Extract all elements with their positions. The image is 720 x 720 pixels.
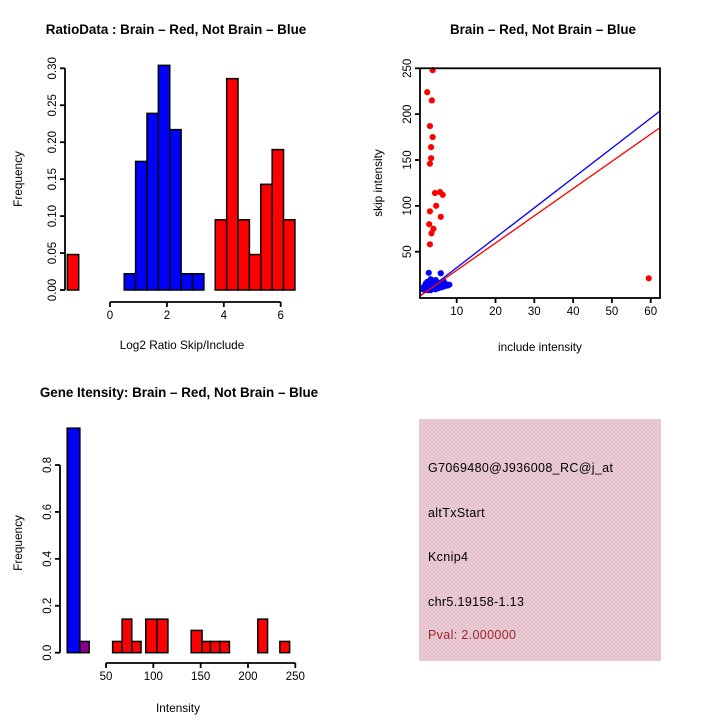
gene-name-text: Kcnip4 bbox=[428, 550, 469, 564]
hist-bar bbox=[210, 641, 219, 652]
x-axis-label: include intensity bbox=[498, 340, 582, 354]
x-tick-label: 150 bbox=[191, 671, 211, 683]
hist-bar bbox=[132, 641, 141, 652]
hist-bar bbox=[202, 641, 210, 652]
probe-id-text: G7069480@J936008_RC@j_at bbox=[428, 461, 614, 475]
panel-info bbox=[360, 360, 720, 720]
x-tick-label: 250 bbox=[285, 671, 305, 683]
hist-bar bbox=[170, 130, 181, 290]
y-tick-label: 0.6 bbox=[42, 503, 54, 520]
scatter-point bbox=[427, 208, 433, 214]
scatter-point bbox=[428, 230, 434, 236]
x-tick-label: 6 bbox=[277, 310, 284, 322]
hist-bar bbox=[67, 255, 78, 290]
hist-bar bbox=[124, 274, 135, 290]
x-tick-label: 4 bbox=[220, 310, 228, 322]
panel-intensity-scatter bbox=[360, 0, 720, 360]
hist-bar bbox=[113, 641, 122, 652]
chart-title: Gene Itensity: Brain – Red, Not Brain – Blue bbox=[39, 385, 319, 400]
scatter-point bbox=[424, 89, 430, 95]
scatter-point bbox=[446, 282, 452, 288]
x-tick-label: 30 bbox=[527, 306, 541, 318]
fit-line bbox=[420, 111, 660, 296]
hist-bar bbox=[272, 150, 283, 290]
hist-bar bbox=[227, 79, 238, 290]
y-tick-label: 0.2 bbox=[42, 597, 54, 614]
y-tick-label: 0.25 bbox=[47, 94, 59, 117]
plot-box bbox=[420, 68, 660, 298]
scatter-point bbox=[429, 97, 435, 103]
y-tick-label: 0.15 bbox=[47, 167, 59, 191]
hist-bar bbox=[258, 619, 268, 653]
hist-bar bbox=[146, 619, 157, 653]
y-tick-label: 0.00 bbox=[47, 278, 59, 302]
hist-bar bbox=[136, 161, 147, 290]
hist-bar bbox=[122, 619, 132, 653]
x-tick-label: 200 bbox=[238, 671, 258, 683]
x-tick-label: 50 bbox=[605, 306, 619, 318]
y-tick-label: 100 bbox=[402, 196, 414, 216]
hist-bar bbox=[215, 220, 226, 290]
panel-ratio-histogram bbox=[0, 0, 360, 360]
hist-bar bbox=[191, 630, 202, 652]
x-tick-label: 60 bbox=[644, 306, 658, 318]
y-tick-label: 250 bbox=[402, 58, 414, 78]
scatter-point bbox=[428, 155, 434, 161]
x-tick-label: 40 bbox=[566, 306, 580, 318]
y-tick-label: 0.8 bbox=[42, 457, 54, 473]
ratio-histogram-svg bbox=[0, 0, 360, 360]
fit-lines bbox=[420, 111, 660, 296]
hist-bar bbox=[157, 619, 168, 653]
hist-bar bbox=[67, 428, 80, 653]
scatter-point bbox=[426, 221, 432, 227]
pval-text: Pval: 2.000000 bbox=[428, 628, 517, 642]
scatter-point bbox=[438, 270, 444, 276]
scatter-point bbox=[438, 214, 444, 220]
x-tick-label: 100 bbox=[143, 671, 163, 683]
hist-bar bbox=[249, 255, 260, 290]
hist-bar bbox=[261, 184, 272, 290]
x-axis-label: Intensity bbox=[156, 701, 200, 715]
y-tick-label: 0.30 bbox=[47, 57, 59, 80]
y-tick-label: 0.4 bbox=[42, 550, 54, 567]
gene-intensity-histogram-svg bbox=[0, 360, 360, 720]
y-tick-label: 0.10 bbox=[47, 204, 59, 228]
x-tick-label: 20 bbox=[489, 306, 502, 318]
scatter-point bbox=[427, 241, 433, 247]
y-tick-label: 150 bbox=[402, 150, 414, 170]
hist-bar bbox=[147, 113, 158, 290]
panel-gene-intensity-histogram bbox=[0, 360, 360, 720]
gene-info-card bbox=[419, 419, 661, 661]
scatter-point bbox=[430, 134, 436, 140]
scatter-point bbox=[427, 123, 433, 129]
intensity-scatter-svg bbox=[360, 0, 720, 360]
y-tick-label: 0.05 bbox=[47, 241, 59, 265]
x-tick-label: 10 bbox=[450, 306, 464, 318]
scatter-point bbox=[440, 192, 446, 198]
y-tick-label: 50 bbox=[402, 245, 414, 259]
hist-bar bbox=[284, 220, 295, 290]
hist-bar bbox=[181, 274, 192, 290]
x-tick-label: 0 bbox=[106, 310, 114, 322]
x-tick-label: 50 bbox=[99, 671, 113, 683]
scatter-point bbox=[426, 270, 432, 276]
hist-bar bbox=[158, 65, 169, 290]
hist-bar bbox=[238, 220, 249, 290]
scatter-point bbox=[428, 144, 434, 150]
hist-bar bbox=[280, 641, 290, 652]
chart-title: RatioData : Brain – Red, Not Brain – Blue bbox=[45, 22, 307, 37]
scatter-point bbox=[646, 275, 652, 281]
scatter-point bbox=[427, 161, 433, 167]
y-tick-label: 0.0 bbox=[42, 644, 54, 661]
y-tick-label: 200 bbox=[402, 104, 414, 124]
x-axis-label: Log2 Ratio Skip/Include bbox=[119, 338, 245, 352]
event-type-text: altTxStart bbox=[428, 506, 485, 520]
y-axis-label: skip intensity bbox=[371, 149, 385, 217]
scatter-point bbox=[433, 203, 439, 209]
x-tick-label: 2 bbox=[163, 310, 171, 322]
hist-bar bbox=[80, 641, 89, 652]
y-tick-label: 0.20 bbox=[47, 131, 59, 154]
hist-bar bbox=[220, 641, 230, 652]
hist-bar bbox=[193, 274, 204, 290]
y-axis-label: Frequency bbox=[11, 515, 25, 571]
locus-text: chr5.19158-1.13 bbox=[428, 595, 525, 609]
chart-title: Brain – Red, Not Brain – Blue bbox=[449, 22, 637, 37]
y-axis-label: Frequency bbox=[11, 151, 25, 207]
fit-line bbox=[420, 128, 660, 296]
